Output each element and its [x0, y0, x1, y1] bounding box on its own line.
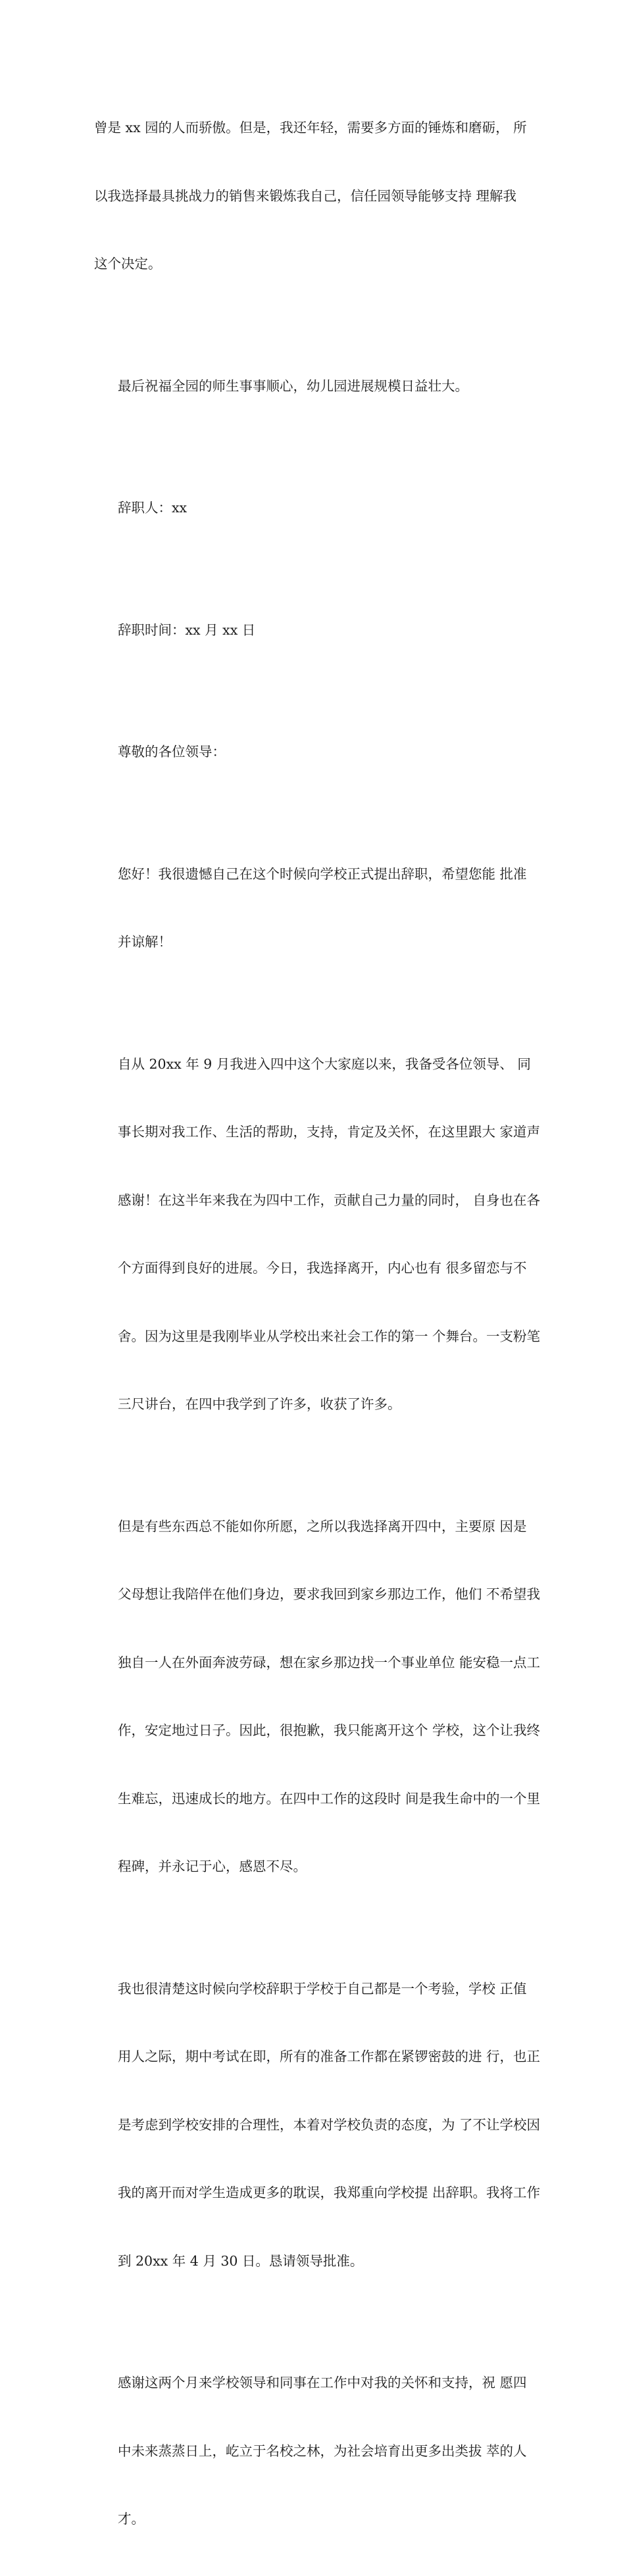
text-line: 您好！我很遗憾自己在这个时候向学校正式提出辞职，希望您能 批准: [118, 865, 527, 882]
document-body: [94, 71, 548, 2576]
text-line: 感谢！在这半年来我在为四中工作，贡献自己力量的同时， 自身也在各: [118, 1192, 541, 1208]
text-line: 是考虑到学校安排的合理性，本着对学校负责的态度，为 了不让学校因: [118, 2116, 541, 2133]
text-line: 独自一人在外面奔波劳碌，想在家乡那边找一个事业单位 能安稳一点工: [118, 1654, 541, 1670]
text-line: 生难忘，迅速成长的地方。在四中工作的这段时 间是我生命中的一个里: [118, 1790, 541, 1807]
text-line: 中未来蒸蒸日上，屹立于名校之林，为社会培育出更多出类拔 萃的人: [118, 2442, 527, 2459]
signature-name: [94, 451, 548, 565]
text-line: 我的离开而对学生造成更多的耽误，我郑重向学校提 出辞职。我将工作: [118, 2185, 541, 2200]
text-line: 三尺讲台，在四中我学到了许多，收获了许多。: [118, 1396, 401, 1412]
text-line: 程碑，并永记于心，感恩不尽。: [118, 1859, 307, 1874]
text-line: 最后祝福全园的师生事事顺心，幼儿园进展规模日益壮大。: [118, 377, 468, 394]
text-line: 以我选择最具挑战力的销售来锻炼我自己，信任园领导能够支持 理解我: [94, 187, 517, 204]
paragraph-greeting: [94, 817, 548, 999]
text-line: 自从 20xx 年 9 月我进入四中这个大家庭以来，我备受各位领导、 同: [118, 1056, 531, 1072]
paragraph-closing-wishes: [94, 2326, 548, 2576]
text-line: 事长期对我工作、生活的帮助，支持，肯定及关怀，在这里跟大 家道声: [118, 1124, 541, 1140]
paragraph-timing: [94, 1932, 548, 2318]
text-line: 这个决定。: [94, 256, 162, 272]
text-line: 到 20xx 年 4 月 30 日。恳请领导批准。: [118, 2252, 364, 2269]
salutation: [94, 695, 548, 809]
text-line: 感谢这两个月来学校领导和同事在工作中对我的关怀和支持，祝 愿四: [118, 2375, 527, 2391]
paragraph-gratitude: [94, 1008, 548, 1461]
text-line: 但是有些东西总不能如你所愿，之所以我选择离开四中，主要原 因是: [118, 1518, 527, 1534]
text-line: 我也很清楚这时候向学校辞职于学校于自己都是一个考验，学校 正值: [118, 1980, 527, 1997]
text-line: 舍。因为这里是我刚毕业从学校出来社会工作的第一 个舞台。一支粉笔: [118, 1328, 541, 1344]
paragraph-previous-letter-closing: [94, 71, 548, 321]
text-line: 作，安定地过日子。因此，很抱歉，我只能离开这个 学校，这个让我终: [118, 1722, 541, 1738]
text-line: 才。: [118, 2511, 145, 2527]
paragraph-reason: [94, 1470, 548, 1924]
text-line: 并谅解！: [118, 934, 172, 950]
text-line: 父母想让我陪伴在他们身边，要求我回到家乡那边工作，他们 不希望我: [118, 1586, 541, 1602]
text-line: 尊敬的各位领导：: [118, 744, 226, 760]
text-line: 辞职人：xx: [118, 500, 188, 516]
text-line: 曾是 xx 园的人而骄傲。但是，我还年轻，需要多方面的锤炼和磨砺， 所: [94, 120, 527, 135]
text-line: 辞职时间：xx 月 xx 日: [118, 621, 256, 638]
paragraph-blessing: [94, 329, 548, 443]
text-line: 个方面得到良好的进展。今日，我选择离开，内心也有 很多留恋与不: [118, 1260, 527, 1276]
text-line: 用人之际，期中考试在即，所有的准备工作都在紧锣密鼓的进 行，也正: [118, 2049, 541, 2064]
signature-date: [94, 573, 548, 687]
